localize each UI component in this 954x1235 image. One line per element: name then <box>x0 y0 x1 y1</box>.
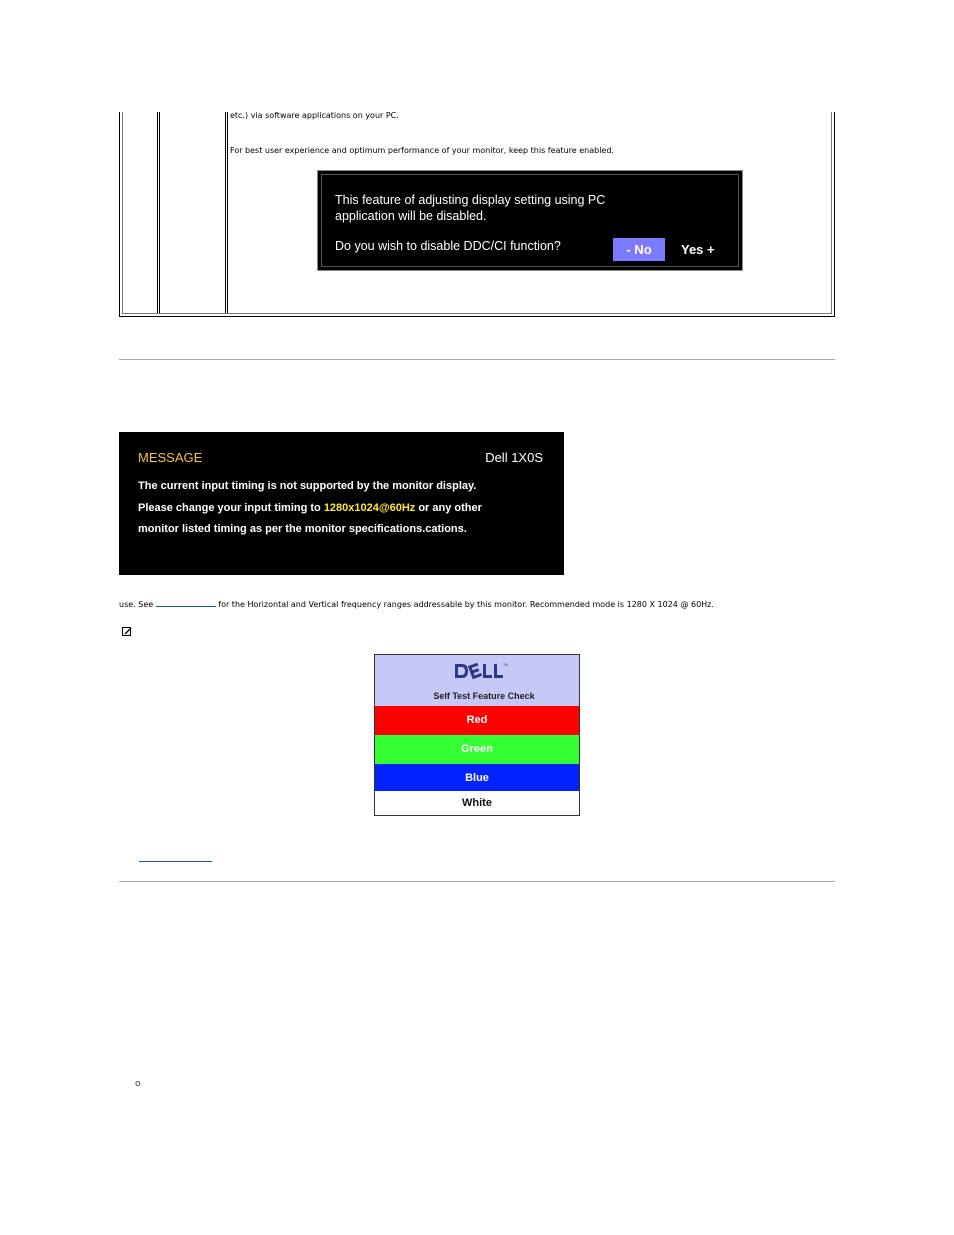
osd-message-box <box>119 432 564 575</box>
section-divider <box>119 881 835 882</box>
list-bullet: o <box>135 1079 141 1089</box>
message-line-2 <box>138 502 482 514</box>
see-prefix: use. See <box>119 600 156 609</box>
dell-logo <box>453 661 509 681</box>
white-bar: White <box>375 791 579 815</box>
blue-bar: Blue <box>375 764 579 791</box>
svg-text:TM: TM <box>503 663 509 667</box>
no-button[interactable]: - No <box>613 238 665 261</box>
recommended-timing: 1280x1024@60Hz <box>323 502 416 514</box>
message-title: MESSAGE <box>138 450 203 465</box>
self-test-header <box>375 655 579 706</box>
table-divider <box>159 112 160 313</box>
ddc-description-text: etc.) via software applications on your PC. <box>230 111 399 120</box>
yes-button[interactable]: Yes + <box>681 242 715 257</box>
green-bar: Green <box>375 735 579 764</box>
see-suffix: for the Horizontal and Vertical frequency ranges addressable by this monitor. Recommended mode is 1280 X 1024 @ 60Hz. <box>215 600 714 609</box>
section-divider <box>119 359 835 360</box>
table-divider <box>227 112 228 313</box>
message-line-2-suffix: or any other <box>415 502 482 514</box>
dialog-message: This feature of adjusting display setting using PC application will be disabled. <box>335 193 606 223</box>
specifications-link[interactable] <box>156 597 216 607</box>
ddc-ci-dialog <box>317 170 743 271</box>
frequency-note <box>119 597 714 609</box>
ddc-recommendation-text: For best user experience and optimum performance of your monitor, keep this feature enabled. <box>230 146 614 155</box>
message-line-2-prefix: Please change your input timing to <box>138 502 324 514</box>
self-test-card <box>374 654 580 816</box>
back-to-top-link[interactable] <box>139 861 212 862</box>
message-line-3: monitor listed timing as per the monitor specifications.cations. <box>138 523 467 535</box>
table-divider <box>157 112 158 313</box>
self-test-title: Self Test Feature Check <box>433 691 535 701</box>
red-bar: Red <box>375 706 579 735</box>
note-pencil-icon <box>122 626 132 636</box>
monitor-model: Dell 1X0S <box>485 450 543 465</box>
table-divider <box>225 112 226 313</box>
dialog-question: Do you wish to disable DDC/CI function? <box>335 239 561 253</box>
message-line-1: The current input timing is not supported by the monitor display. <box>138 480 477 492</box>
